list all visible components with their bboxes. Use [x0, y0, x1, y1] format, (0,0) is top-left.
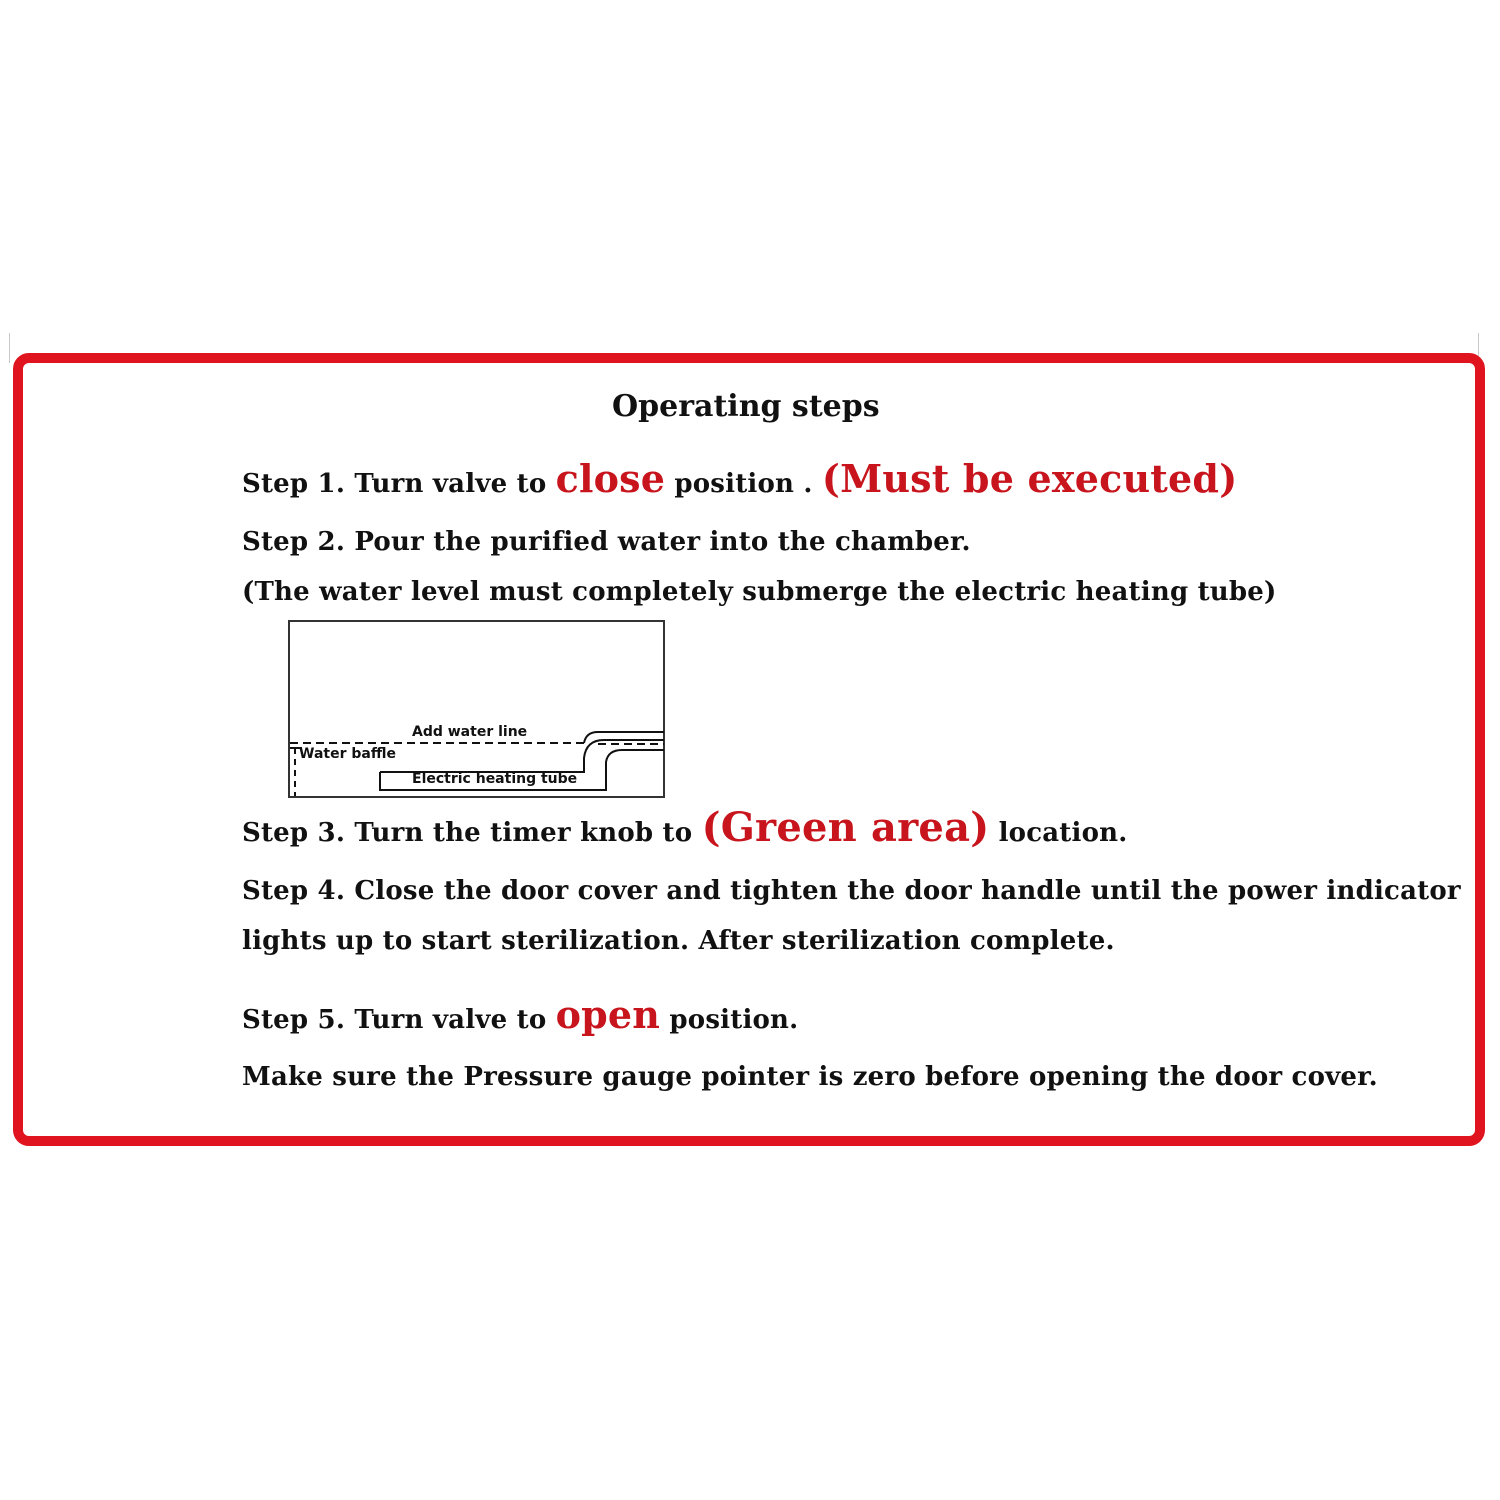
- heating-tube-label: Electric heating tube: [412, 771, 578, 787]
- step-1-emphasis: (Must be executed): [821, 456, 1238, 501]
- step-1-middle: position .: [665, 469, 822, 499]
- step-4-line-2: lights up to start sterilization. After sterilization complete.: [242, 926, 1115, 956]
- step-5-suffix: position.: [660, 1005, 799, 1035]
- step-3-suffix: location.: [989, 818, 1128, 848]
- safety-note: Make sure the Pressure gauge pointer is zero before opening the door cover.: [242, 1062, 1378, 1092]
- water-baffle-label: Water baffle: [299, 746, 396, 762]
- step-1-prefix: Step 1. Turn valve to: [242, 469, 556, 499]
- water-level-diagram: [288, 620, 665, 798]
- step-1: [242, 456, 1237, 501]
- step-3-highlight: (Green area): [701, 804, 990, 851]
- step-1-highlight: close: [555, 456, 666, 501]
- step-5-prefix: Step 5. Turn valve to: [242, 1005, 556, 1035]
- step-5: [242, 992, 798, 1037]
- add-water-line-label: Add water line: [412, 724, 528, 740]
- page-title: Operating steps: [612, 389, 880, 424]
- step-2: Step 2. Pour the purified water into the chamber.: [242, 527, 971, 557]
- left-edge-line: [9, 333, 10, 363]
- step-5-highlight: open: [555, 992, 661, 1037]
- step-4-line-1: Step 4. Close the door cover and tighten the door handle until the power indicator: [242, 876, 1461, 906]
- step-2-note: (The water level must completely submerge the electric heating tube): [242, 577, 1277, 607]
- step-3: [242, 804, 1127, 851]
- step-3-prefix: Step 3. Turn the timer knob to: [242, 818, 702, 848]
